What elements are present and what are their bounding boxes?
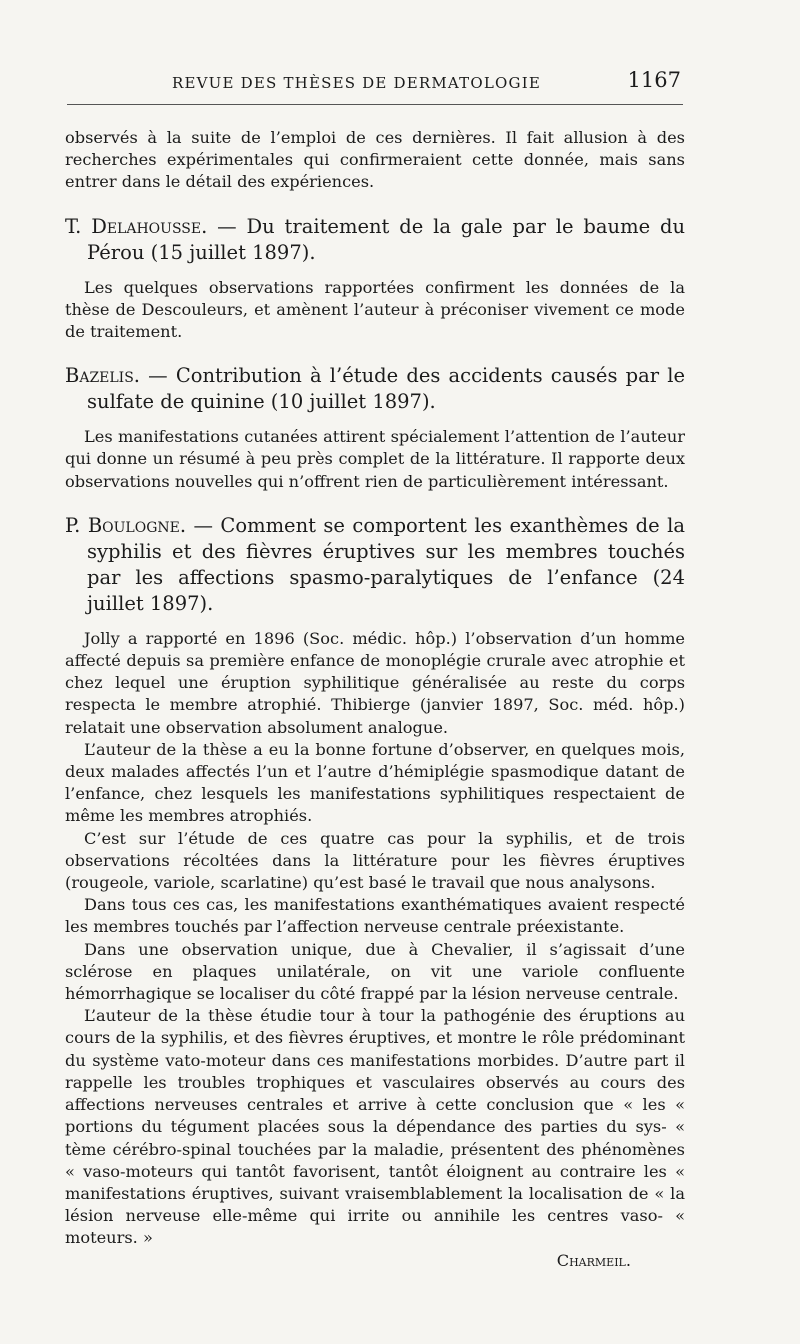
author-name: Bazelis.: [65, 364, 141, 388]
review-paragraph: Dans une observation unique, due à Chevalier, il s’agissait d’une sclérose en plaques unilatérale, on vit une variole confluente hémorrhagique se localiser du côté frappé par la lésion nerveuse centrale.: [65, 939, 685, 1004]
running-title: REVUE DES THÈSES DE DERMATOLOGIE: [172, 74, 541, 92]
thesis-title: — Du traitement de la gale par le baume du Pérou (15 juillet 1897).: [87, 214, 686, 264]
review-paragraph: Jolly a rapporté en 1896 (Soc. médic. hôp.) l’observation d’un homme affecté depuis sa première enfance de monoplégie crurale avec atrophie et chez lequel une éruption syphilitique généralisée au reste du corps respecta le membre atrophié. Thibierge (janvier 1897, Soc. méd. hôp.) relatait une observation absolument analogue.: [65, 628, 685, 737]
author-name: Delahousse.: [91, 214, 208, 238]
review-heading: [65, 214, 685, 266]
running-header: [67, 70, 683, 100]
review-paragraph: Les manifestations cutanées attirent spécialement l’attention de l’auteur qui donne un résumé à peu près complet de la littérature. Il rapporte deux observations nouvelles qui n’offrent rien de particulièrement intéressant.: [65, 427, 685, 491]
reviewer-signature: Charmeil.: [556, 1250, 631, 1270]
review-paragraph: Les quelques observations rapportées confirment les données de la thèse de Descouleurs, et amènent l’auteur à préconiser vivement ce mode de traitement.: [65, 277, 685, 342]
article-body: [65, 127, 685, 1272]
review-heading: [65, 513, 685, 617]
header-rule: [67, 104, 683, 105]
page-number: 1167: [627, 68, 681, 92]
review-paragraph: L’auteur de la thèse a eu la bonne fortune d’observer, en quelques mois, deux malades affectés l’un et l’autre d’hémiplégie spasmodique datant de l’enfance, chez lesquels les manifestations syphilitiques respectaient de même les membres atrophiés.: [65, 739, 685, 826]
intro-paragraph: observés à la suite de l’emploi de ces dernières. Il fait allusion à des recherches expérimentales qui confirmeraient cette donnée, mais sans entrer dans le détail des expériences.: [65, 128, 685, 192]
review-paragraph: Dans tous ces cas, les manifestations exanthématiques avaient respecté les membres touchés par l’affection nerveuse centrale préexistante.: [65, 895, 685, 937]
author-initial: T.: [65, 214, 82, 238]
review-paragraph: L’auteur de la thèse étudie tour à tour la pathogénie des éruptions au cours de la syphilis, et des fièvres éruptives, et montre le rôle prédominant du système vato-moteur dans ces manifestations morbides. D’autre part il rappelle les troubles trophiques et vasculaires observés au cours des affections nerveuses centrales et arrive à cette conclusion que « les « portions du tégument placées sous la dépendance des parties du sys- « tème cérébro-spinal touchées par la maladie, présentent des phénomènes « vaso-moteurs qui tantôt favorisent, tantôt éloignent au contraire les « manifestations éruptives, suivant vraisemblablement la localisation de « la lésion nerveuse elle-même qui irrite ou annihile les centres vaso- « moteurs. »: [65, 1006, 685, 1248]
review-heading: [65, 363, 685, 415]
author-initial: P.: [65, 513, 81, 537]
review-paragraph: C’est sur l’étude de ces quatre cas pour la syphilis, et de trois observations récoltées dans la littérature pour les fièvres éruptives (rougeole, variole, scarlatine) qu’est basé le travail que nous analysons.: [65, 828, 685, 893]
thesis-title: — Comment se comportent les exanthèmes de la syphilis et des fièvres éruptives sur les membres touchés par les affections spasmo-paralytiques de l’enfance (24 juillet 1897).: [87, 513, 685, 615]
author-name: Boulogne.: [87, 513, 187, 537]
thesis-title: — Contribution à l’étude des accidents causés par le sulfate de quinine (10 juillet 1897).: [87, 364, 685, 414]
